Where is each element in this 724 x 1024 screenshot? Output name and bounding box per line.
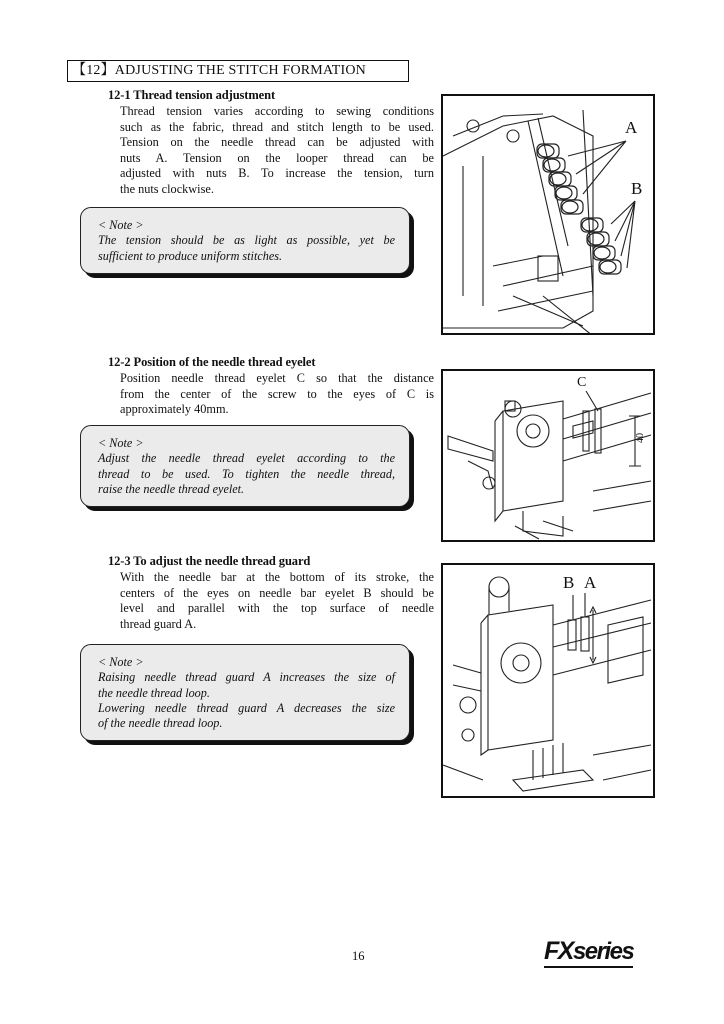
section-title-12-3: 12-3 To adjust the needle thread guard [108, 554, 311, 568]
thread-guard-drawing [443, 565, 653, 796]
body-line: With the needle bar at the bottom of its stroke, the [120, 570, 434, 584]
note-line: thread to be used. To tighten the needle thread, [98, 466, 395, 481]
section-12-1-body [120, 104, 434, 198]
section-title-12-1: 12-1 Thread tension adjustment [108, 88, 276, 102]
body-line: approximately 40mm. [120, 402, 229, 417]
label-nuts-a: A [625, 118, 638, 137]
label-eyelet-c: C [577, 375, 587, 390]
needle-thread-eyelet-figure [441, 369, 655, 542]
chapter-title: 【12】ADJUSTING THE STITCH FORMATION [67, 60, 409, 82]
body-line: thread guard A. [120, 616, 197, 631]
brand-logo [544, 938, 633, 968]
needle-thread-guard-figure [441, 563, 655, 798]
body-line: Tension on the needle thread can be adjusted with [120, 135, 434, 150]
body-line: adjusted with nuts B. To increase the tension, turn [120, 166, 434, 181]
section-12-3-body [120, 570, 434, 632]
body-line: level and parallel with the top surface of needle [120, 601, 434, 616]
note-heading: < Note > [98, 655, 144, 669]
body-line: Thread tension varies according to sewing conditions [120, 104, 434, 118]
body-line: such as the fabric, thread and stitch length to be used. [120, 119, 434, 134]
note-line: of the needle thread loop. [98, 716, 223, 731]
note-content [80, 425, 410, 507]
brand-prefix: FX [544, 937, 573, 965]
body-line: centers of the eyes on needle bar eyelet B should be [120, 585, 434, 600]
body-line: Position needle thread eyelet C so that the distance [120, 371, 434, 385]
note-heading: < Note > [98, 218, 144, 232]
label-thread-guard-a: A [584, 573, 597, 592]
tension-nuts-drawing [443, 96, 653, 333]
note-line: Raising needle thread guard A increases the size of [98, 670, 395, 685]
note-line: Lowering needle thread guard A decreases the size [98, 700, 395, 715]
body-line: the nuts clockwise. [120, 181, 214, 196]
note-box-12-1 [80, 207, 410, 274]
label-nuts-b: B [631, 179, 643, 198]
note-box-12-2 [80, 425, 410, 507]
note-line: the needle thread loop. [98, 685, 210, 700]
thread-tension-figure [441, 94, 655, 335]
body-line: nuts A. Tension on the looper thread can be [120, 150, 434, 165]
note-box-12-3 [80, 644, 410, 741]
section-12-2-body [120, 371, 434, 418]
brand-suffix: series [572, 938, 634, 965]
body-line: from the center of the screw to the eyes of C is [120, 386, 434, 401]
note-line: raise the needle thread eyelet. [98, 481, 245, 496]
label-dimension-40: 40 [635, 433, 646, 443]
label-needle-bar-eyelet-b: B [563, 573, 575, 592]
note-content [80, 207, 410, 274]
note-line: sufficient to produce uniform stitches. [98, 248, 283, 263]
section-title-12-2: 12-2 Position of the needle thread eyelet [108, 355, 316, 369]
eyelet-drawing [443, 371, 653, 540]
note-heading: < Note > [98, 436, 144, 450]
note-line: The tension should be as light as possible, yet be [98, 233, 395, 248]
note-content [80, 644, 410, 741]
note-line: Adjust the needle thread eyelet according to the [98, 451, 395, 466]
page-number: 16 [352, 949, 365, 963]
